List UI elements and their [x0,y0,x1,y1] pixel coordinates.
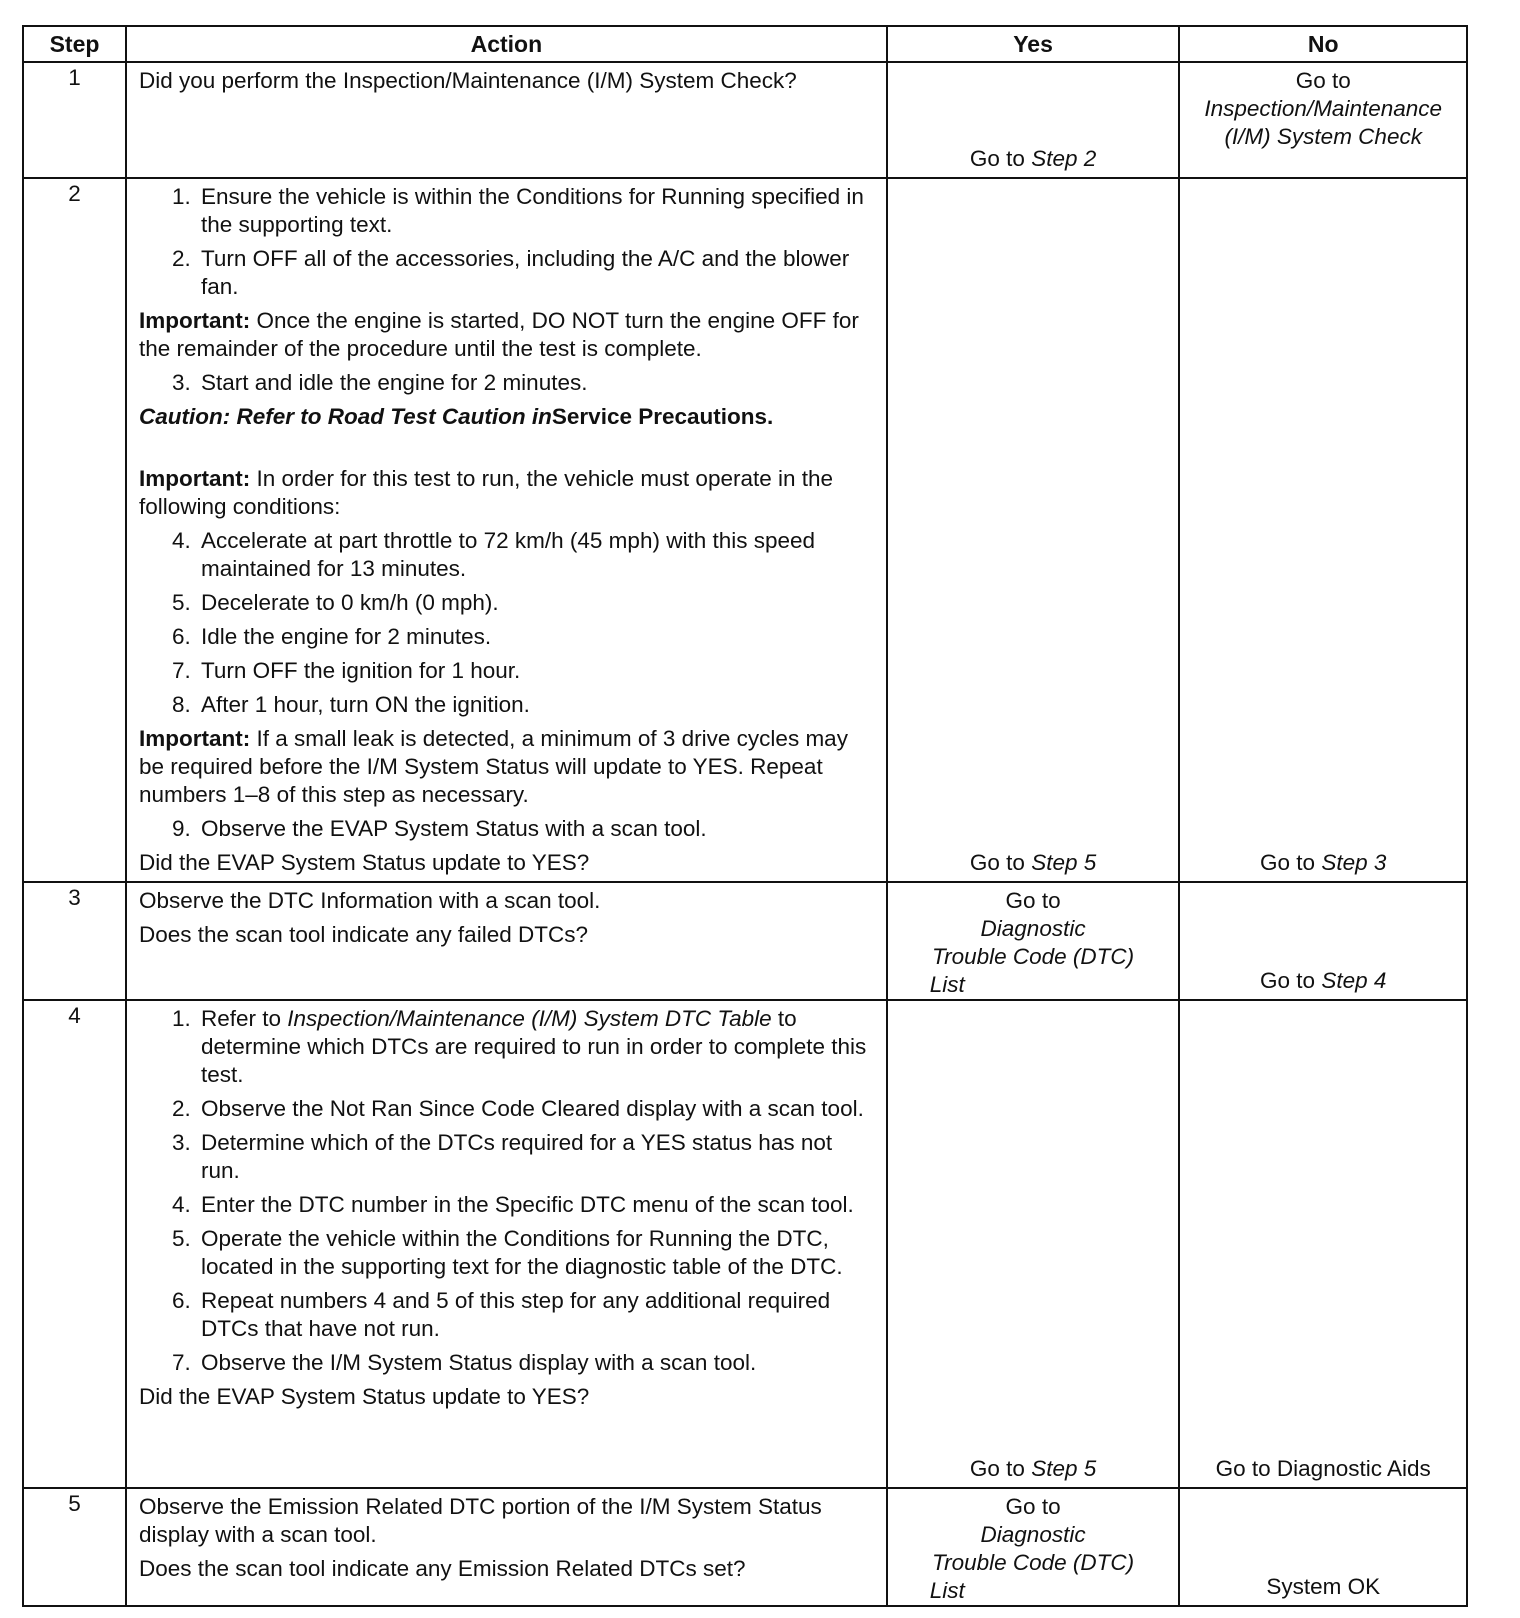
list-item: 9. Observe the EVAP System Status with a scan tool. [197,815,874,843]
list-item: 7. Turn OFF the ignition for 1 hour. [197,657,874,685]
list-item: 4. Accelerate at part throttle to 72 km/h (45 mph) with this speed maintained for 13 minutes. [197,527,874,583]
header-step: Step [23,26,126,62]
step-number: 4 [23,1000,126,1488]
action-cell [126,1488,887,1606]
list-item: 3. Start and idle the engine for 2 minutes. [197,369,874,397]
list-item: 6. Repeat numbers 4 and 5 of this step for any additional required DTCs that have not run. [197,1287,874,1343]
question-text: Did the EVAP System Status update to YES? [138,1384,590,1409]
list-item: 3. Determine which of the DTCs required for a YES status has not run. [197,1129,874,1185]
important-note: Important: If a small leak is detected, a minimum of 3 drive cycles may be required before the I/M System Status will update to YES. Repeat numbers 1–8 of this step as necessary. [138,726,848,807]
table-row-step-5 [23,1488,1467,1606]
table-row-step-4 [23,1000,1467,1488]
question-text: Did you perform the Inspection/Maintenance (I/M) System Check? [138,68,797,93]
question-text: Does the scan tool indicate any Emission Related DTCs set? [138,1556,746,1581]
caution-note: Caution: Refer to Road Test Caution inService Precautions. [138,404,774,429]
no-link[interactable]: Go to Diagnostic Aids [1215,1456,1431,1481]
instruction-list [139,369,874,397]
step-number: 1 [23,62,126,178]
no-link[interactable]: Go to Step 4 [1260,968,1387,993]
yes-cell [887,1000,1180,1488]
step-number: 2 [23,178,126,882]
yes-link[interactable]: Go to Diagnostic Trouble Code (DTC) List [929,1494,1135,1603]
yes-link[interactable]: Go to Step 5 [969,1456,1097,1481]
yes-cell [887,62,1180,178]
instruction-list [139,1005,874,1377]
question-text: Did the EVAP System Status update to YES? [138,850,590,875]
action-text: Observe the Emission Related DTC portion of the I/M System Status display with a scan tool. [138,1494,822,1547]
yes-cell [887,178,1180,882]
important-note: Important: Once the engine is started, DO NOT turn the engine OFF for the remainder of the procedure until the test is complete. [138,308,859,361]
no-cell [1179,882,1467,1000]
no-cell [1179,1488,1467,1606]
question-text: Does the scan tool indicate any failed DTCs? [138,922,588,947]
header-no: No [1179,26,1467,62]
list-item: 6. Idle the engine for 2 minutes. [197,623,874,651]
action-cell [126,1000,887,1488]
yes-cell [887,1488,1180,1606]
list-item: 4. Enter the DTC number in the Specific DTC menu of the scan tool. [197,1191,874,1219]
list-item: 1. Ensure the vehicle is within the Conditions for Running specified in the supporting text. [197,183,874,239]
list-item: 7. Observe the I/M System Status display with a scan tool. [197,1349,874,1377]
no-link[interactable]: Go to Step 3 [1260,850,1387,875]
no-cell [1179,178,1467,882]
yes-link[interactable]: Go to Step 2 [969,146,1097,171]
no-cell [1179,62,1467,178]
instruction-list [139,527,874,719]
table-row-step-2 [23,178,1467,882]
instruction-list [139,815,874,843]
diagnostic-table [22,25,1468,1607]
table-row-step-3 [23,882,1467,1000]
list-item: 8. After 1 hour, turn ON the ignition. [197,691,874,719]
header-action: Action [126,26,887,62]
action-cell [126,62,887,178]
table-row-step-1 [23,62,1467,178]
yes-cell [887,882,1180,1000]
table-reference-link[interactable]: Inspection/Maintenance (I/M) System DTC Table [287,1006,772,1031]
yes-link[interactable]: Go to Diagnostic Trouble Code (DTC) List [929,888,1135,997]
instruction-list [139,183,874,301]
list-item: 5. Operate the vehicle within the Conditions for Running the DTC, located in the supporting text for the diagnostic table of the DTC. [197,1225,874,1281]
list-item: 2. Turn OFF all of the accessories, including the A/C and the blower fan. [197,245,874,301]
list-item: 2. Observe the Not Ran Since Code Cleared display with a scan tool. [197,1095,874,1123]
yes-link[interactable]: Go to Step 5 [969,850,1097,875]
step-number: 5 [23,1488,126,1606]
no-result: System OK [1266,1574,1381,1599]
header-yes: Yes [887,26,1180,62]
action-text: Observe the DTC Information with a scan tool. [138,888,601,913]
header-row [23,26,1467,62]
no-cell [1179,1000,1467,1488]
action-cell [126,178,887,882]
list-item: 1. Refer to Inspection/Maintenance (I/M) System DTC Table to determine which DTCs are required to run in order to complete this test. [197,1005,874,1089]
important-note: Important: In order for this test to run, the vehicle must operate in the following conditions: [138,466,834,519]
action-cell [126,882,887,1000]
list-item: 5. Decelerate to 0 km/h (0 mph). [197,589,874,617]
step-number: 3 [23,882,126,1000]
no-link[interactable]: Go to Inspection/Maintenance (I/M) System Check [1204,68,1443,149]
